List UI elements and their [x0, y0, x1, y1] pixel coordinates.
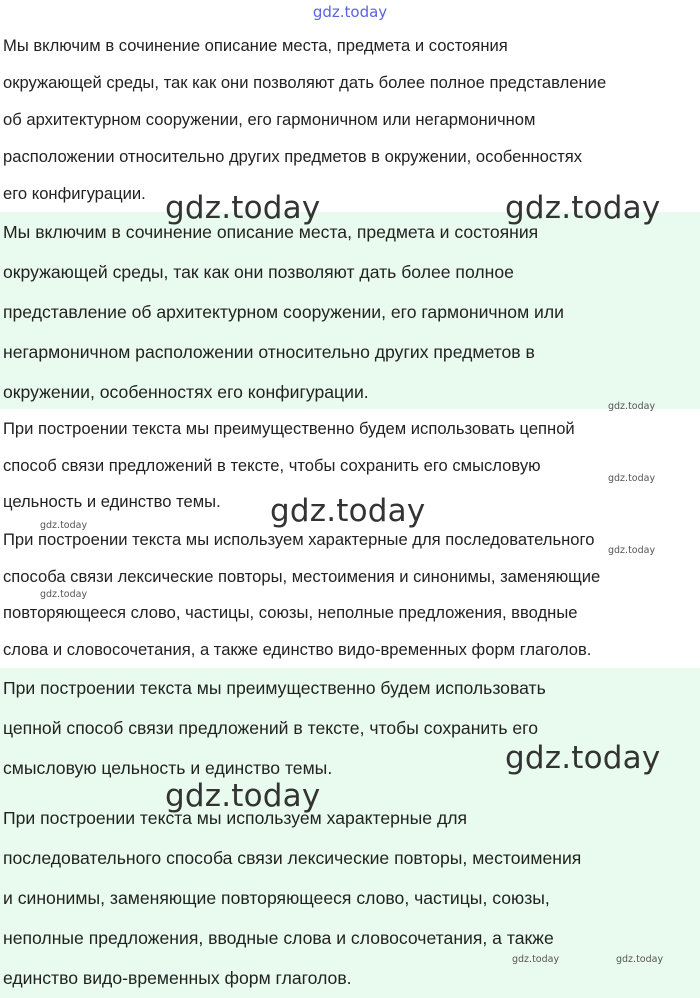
- text-paragraph-4: [0, 522, 700, 668]
- watermark-large: gdz.today: [505, 740, 661, 776]
- watermark-small: gdz.today: [40, 589, 88, 600]
- paragraph-line: способа связи лексические повторы, местоимения и синонимы, заменяющие: [3, 566, 601, 586]
- paragraph-line: окружении, особенностях его конфигурации.: [3, 382, 369, 402]
- watermark-large: gdz.today: [165, 190, 321, 226]
- watermark-small: gdz.today: [608, 545, 656, 556]
- paragraph-line: последовательного способа связи лексические повторы, местоимения: [3, 848, 582, 868]
- paragraph-line: При построении текста мы используем характерные для последовательного: [3, 530, 595, 549]
- paragraph-line: расположении относительно других предметов в окружении, особенностях: [3, 147, 583, 166]
- paragraph-line: окружающей среды, так как они позволяют дать более полное представление: [3, 73, 607, 92]
- paragraph-line: и синонимы, заменяющие повторяющееся слово, частицы, союзы,: [3, 888, 550, 908]
- paragraph-line: Мы включим в сочинение описание места, предмета и состояния: [3, 222, 539, 242]
- watermark-small: gdz.today: [40, 520, 88, 531]
- watermark-large: gdz.today: [505, 190, 661, 226]
- paragraph-line: способ связи предложений в тексте, чтобы сохранить его смысловую: [3, 455, 541, 475]
- paragraph-line: При построении текста мы преимущественно будем использовать цепной: [3, 419, 575, 438]
- watermark-large: gdz.today: [165, 778, 321, 814]
- paragraph-line: слова и словосочетания, а также единство видо-временных форм глаголов.: [3, 639, 592, 659]
- paragraph-line: представление об архитектурном сооружении, его гармоничном или: [3, 302, 564, 322]
- paragraph-line: цепной способ связи предложений в тексте, чтобы сохранить его: [3, 718, 538, 738]
- watermark-small: gdz.today: [512, 954, 560, 965]
- text-paragraph-1: [0, 27, 700, 212]
- site-watermark-top: gdz.today: [312, 3, 388, 21]
- paragraph-line: неполные предложения, вводные слова и словосочетания, а также: [3, 928, 554, 948]
- paragraph-line: смысловую цельность и единство темы.: [3, 758, 333, 778]
- paragraph-line: негармоничном расположении относительно других предметов в: [3, 342, 535, 362]
- paragraph-line: При построении текста мы преимущественно будем использовать: [3, 678, 546, 698]
- paragraph-line: окружающей среды, так как они позволяют дать более полное: [3, 262, 514, 282]
- watermark-small: gdz.today: [608, 401, 656, 412]
- text-paragraph-2: [0, 212, 700, 409]
- paragraph-line: цельность и единство темы.: [3, 492, 221, 511]
- paragraph-line: При построении текста мы используем характерные для: [3, 808, 468, 828]
- paragraph-line: единство видо-временных форм глаголов.: [3, 968, 352, 988]
- paragraph-line: об архитектурном сооружении, его гармоничном или негармоничном: [3, 110, 536, 129]
- watermark-small: gdz.today: [616, 954, 664, 965]
- paragraph-line: Мы включим в сочинение описание места, предмета и состояния: [3, 36, 508, 55]
- text-paragraph-5-6: [0, 668, 700, 998]
- watermark-large: gdz.today: [270, 493, 426, 529]
- paragraph-line: повторяющееся слово, частицы, союзы, неполные предложения, вводные: [3, 603, 578, 622]
- watermark-small: gdz.today: [608, 473, 656, 484]
- paragraph-line: его конфигурации.: [3, 184, 146, 203]
